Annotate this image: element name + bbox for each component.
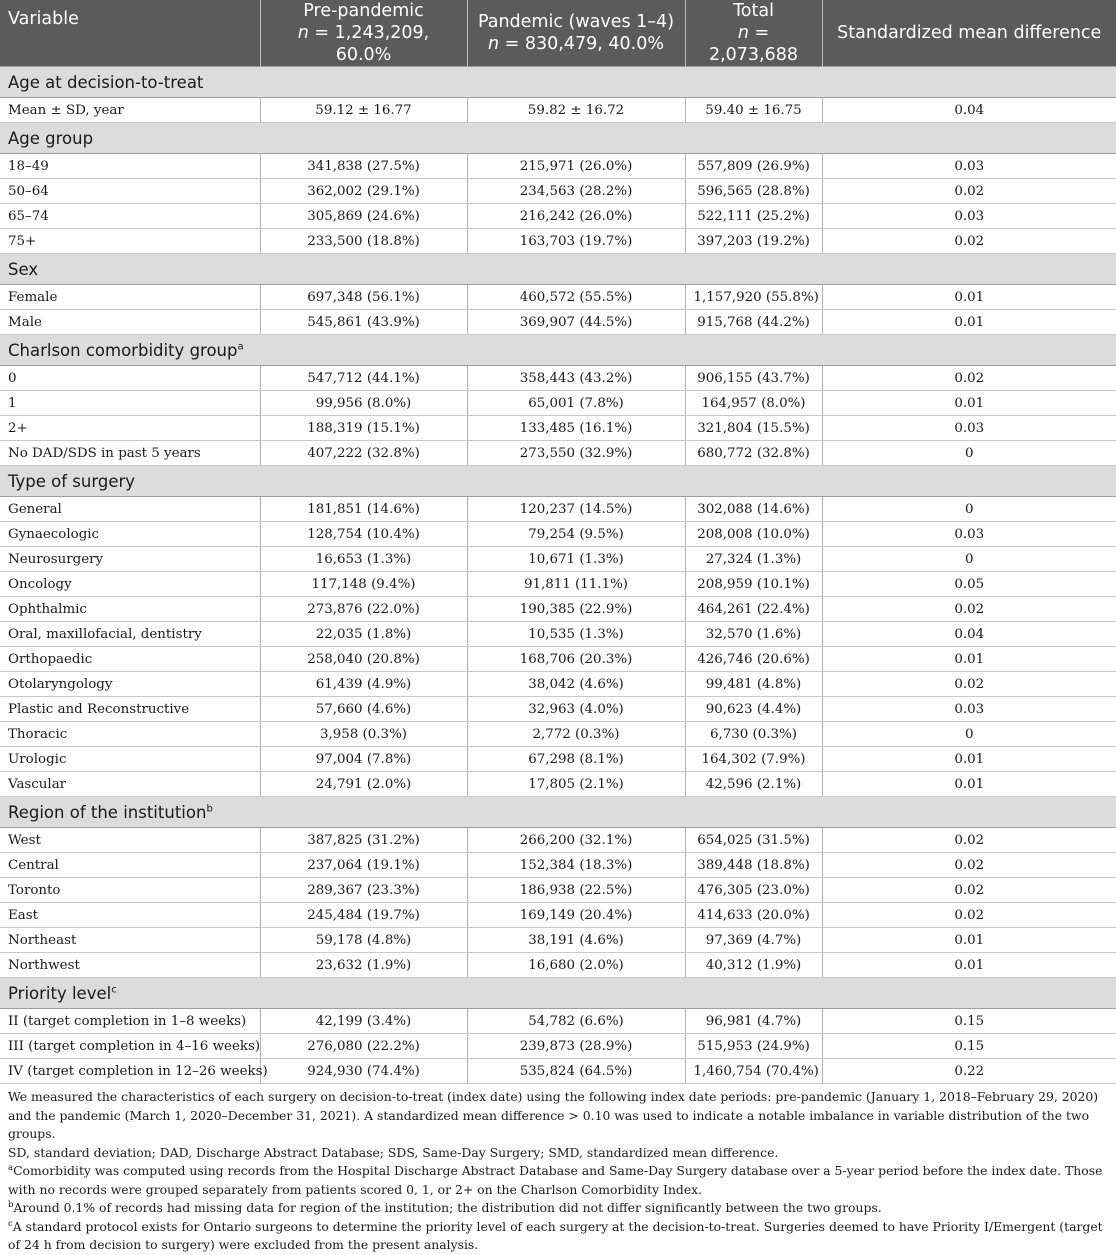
cell-pandemic: 10,671 (1.3%) <box>467 547 685 572</box>
header-pre-n: n = 1,243,209, 60.0% <box>297 23 430 65</box>
cell-pre-pandemic: 22,035 (1.8%) <box>260 622 467 647</box>
cell-pre-pandemic: 387,825 (31.2%) <box>260 828 467 853</box>
cell-total: 1,157,920 (55.8%) <box>685 285 822 310</box>
header-total-title: Total <box>733 1 774 21</box>
table-row <box>0 572 1116 597</box>
cell-smd: 0.02 <box>822 366 1116 391</box>
table-row <box>0 154 1116 179</box>
cell-pre-pandemic: 258,040 (20.8%) <box>260 647 467 672</box>
cell-variable: 1 <box>0 391 260 416</box>
cell-smd: 0.02 <box>822 853 1116 878</box>
cell-total: 302,088 (14.6%) <box>685 497 822 522</box>
section-title-text: Age group <box>8 128 94 148</box>
cell-variable: Orthopaedic <box>0 647 260 672</box>
section-title <box>0 466 1116 497</box>
cell-pandemic: 91,811 (11.1%) <box>467 572 685 597</box>
cell-pandemic: 67,298 (8.1%) <box>467 747 685 772</box>
cell-pre-pandemic: 128,754 (10.4%) <box>260 522 467 547</box>
table-row <box>0 828 1116 853</box>
section-footnote-mark: b <box>206 803 213 814</box>
cell-total: 426,746 (20.6%) <box>685 647 822 672</box>
table-row <box>0 878 1116 903</box>
cell-total: 40,312 (1.9%) <box>685 953 822 978</box>
cell-pandemic: 215,971 (26.0%) <box>467 154 685 179</box>
cell-pandemic: 369,907 (44.5%) <box>467 310 685 335</box>
cell-pandemic: 266,200 (32.1%) <box>467 828 685 853</box>
table-header <box>0 0 1116 67</box>
cell-total: 27,324 (1.3%) <box>685 547 822 572</box>
cell-pre-pandemic: 181,851 (14.6%) <box>260 497 467 522</box>
header-total-n: n = 2,073,688 <box>708 23 799 65</box>
cell-pandemic: 190,385 (22.9%) <box>467 597 685 622</box>
cell-pandemic: 54,782 (6.6%) <box>467 1009 685 1034</box>
section-title-text: Type of surgery <box>8 471 136 491</box>
section-title <box>0 123 1116 154</box>
table-row <box>0 953 1116 978</box>
cell-pandemic: 59.82 ± 16.72 <box>467 98 685 123</box>
cell-pandemic: 163,703 (19.7%) <box>467 229 685 254</box>
cell-smd: 0.02 <box>822 179 1116 204</box>
cell-pandemic: 120,237 (14.5%) <box>467 497 685 522</box>
cell-pandemic: 460,572 (55.5%) <box>467 285 685 310</box>
table-row <box>0 179 1116 204</box>
cell-variable: Urologic <box>0 747 260 772</box>
header-pre-pandemic <box>260 0 467 67</box>
cell-smd: 0.01 <box>822 953 1116 978</box>
table-row <box>0 310 1116 335</box>
cell-total: 680,772 (32.8%) <box>685 441 822 466</box>
section-title-text: Charlson comorbidity group <box>8 340 238 360</box>
cell-smd: 0.02 <box>822 229 1116 254</box>
note-main: We measured the characteristics of each surgery on decision-to-treat (index date) using the following index date periods: pre-pandemic (January 1, 2018–February 29, 2020) and the pandemic (March 1, 2020–December 31, 2021). A standardized mean difference > 0.10 was used to indicate a notable imbalance in variable distribution of the two groups. <box>8 1089 1099 1141</box>
section-header-row <box>0 67 1116 98</box>
table-row <box>0 672 1116 697</box>
cell-smd: 0 <box>822 497 1116 522</box>
cell-pandemic: 10,535 (1.3%) <box>467 622 685 647</box>
cell-pre-pandemic: 117,148 (9.4%) <box>260 572 467 597</box>
cell-total: 464,261 (22.4%) <box>685 597 822 622</box>
cell-total: 59.40 ± 16.75 <box>685 98 822 123</box>
cell-variable: 18–49 <box>0 154 260 179</box>
table-row <box>0 647 1116 672</box>
table-row <box>0 747 1116 772</box>
table-row <box>0 366 1116 391</box>
cell-pre-pandemic: 99,956 (8.0%) <box>260 391 467 416</box>
cell-pre-pandemic: 61,439 (4.9%) <box>260 672 467 697</box>
header-pre-title: Pre-pandemic <box>303 1 424 21</box>
cell-variable: Gynaecologic <box>0 522 260 547</box>
cell-pre-pandemic: 547,712 (44.1%) <box>260 366 467 391</box>
cell-smd: 0.03 <box>822 522 1116 547</box>
section-title <box>0 335 1116 366</box>
cell-variable: III (target completion in 4–16 weeks) <box>0 1034 260 1059</box>
cell-pre-pandemic: 341,838 (27.5%) <box>260 154 467 179</box>
cell-pandemic: 65,001 (7.8%) <box>467 391 685 416</box>
cell-total: 99,481 (4.8%) <box>685 672 822 697</box>
table-body <box>0 67 1116 1084</box>
footnote-c-mark: c <box>8 1218 13 1229</box>
section-footnote-mark: a <box>237 341 244 352</box>
cell-total: 6,730 (0.3%) <box>685 722 822 747</box>
cell-total: 915,768 (44.2%) <box>685 310 822 335</box>
header-total <box>685 0 822 67</box>
footnote-a-mark: a <box>8 1162 14 1173</box>
cell-smd: 0 <box>822 547 1116 572</box>
header-pan-n: n = 830,479, 40.0% <box>488 34 664 54</box>
header-pan-title: Pandemic (waves 1–4) <box>477 12 675 32</box>
cell-smd: 0.03 <box>822 697 1116 722</box>
section-header-row <box>0 254 1116 285</box>
table-row <box>0 597 1116 622</box>
cell-total: 389,448 (18.8%) <box>685 853 822 878</box>
cell-total: 1,460,754 (70.4%) <box>685 1059 822 1084</box>
cell-variable: Oncology <box>0 572 260 597</box>
cell-pandemic: 16,680 (2.0%) <box>467 953 685 978</box>
note-abbreviations: SD, standard deviation; DAD, Discharge Abstract Database; SDS, Same-Day Surgery; SMD, standardized mean difference. <box>8 1144 779 1160</box>
cell-pre-pandemic: 16,653 (1.3%) <box>260 547 467 572</box>
cell-variable: IV (target completion in 12–26 weeks) <box>0 1059 260 1084</box>
table-row <box>0 1009 1116 1034</box>
cell-variable: Otolaryngology <box>0 672 260 697</box>
cell-pre-pandemic: 407,222 (32.8%) <box>260 441 467 466</box>
section-header-row <box>0 335 1116 366</box>
cell-variable: II (target completion in 1–8 weeks) <box>0 1009 260 1034</box>
cell-variable: Northwest <box>0 953 260 978</box>
cell-smd: 0.03 <box>822 416 1116 441</box>
table-row <box>0 391 1116 416</box>
cell-variable: No DAD/SDS in past 5 years <box>0 441 260 466</box>
cell-variable: East <box>0 903 260 928</box>
table-row <box>0 853 1116 878</box>
cell-pre-pandemic: 24,791 (2.0%) <box>260 772 467 797</box>
table-row <box>0 772 1116 797</box>
cell-variable: 65–74 <box>0 204 260 229</box>
cell-total: 90,623 (4.4%) <box>685 697 822 722</box>
cell-smd: 0.01 <box>822 310 1116 335</box>
table-row <box>0 204 1116 229</box>
cell-pre-pandemic: 23,632 (1.9%) <box>260 953 467 978</box>
cell-variable: Toronto <box>0 878 260 903</box>
section-footnote-mark: c <box>111 984 117 995</box>
cell-pandemic: 79,254 (9.5%) <box>467 522 685 547</box>
cell-total: 97,369 (4.7%) <box>685 928 822 953</box>
table-row <box>0 522 1116 547</box>
footnote-c <box>8 1218 1114 1255</box>
cell-pandemic: 358,443 (43.2%) <box>467 366 685 391</box>
section-title <box>0 978 1116 1009</box>
cell-variable: Vascular <box>0 772 260 797</box>
cell-smd: 0.04 <box>822 98 1116 123</box>
cell-smd: 0.01 <box>822 928 1116 953</box>
cell-variable: Male <box>0 310 260 335</box>
cell-smd: 0.02 <box>822 903 1116 928</box>
cell-pre-pandemic: 97,004 (7.8%) <box>260 747 467 772</box>
cell-smd: 0.01 <box>822 285 1116 310</box>
table-row <box>0 497 1116 522</box>
section-header-row <box>0 797 1116 828</box>
cell-total: 515,953 (24.9%) <box>685 1034 822 1059</box>
cell-smd: 0.15 <box>822 1034 1116 1059</box>
cell-total: 164,302 (7.9%) <box>685 747 822 772</box>
cell-variable: West <box>0 828 260 853</box>
table-row <box>0 547 1116 572</box>
cell-smd: 0 <box>822 441 1116 466</box>
cell-variable: Ophthalmic <box>0 597 260 622</box>
cell-pandemic: 32,963 (4.0%) <box>467 697 685 722</box>
cell-pre-pandemic: 188,319 (15.1%) <box>260 416 467 441</box>
cell-variable: Northeast <box>0 928 260 953</box>
cell-total: 596,565 (28.8%) <box>685 179 822 204</box>
cell-pandemic: 152,384 (18.3%) <box>467 853 685 878</box>
cell-pandemic: 38,042 (4.6%) <box>467 672 685 697</box>
header-pandemic <box>467 0 685 67</box>
footnote-b <box>8 1199 1114 1218</box>
table-notes <box>0 1084 1116 1255</box>
cell-total: 522,111 (25.2%) <box>685 204 822 229</box>
cell-variable: Central <box>0 853 260 878</box>
cell-pre-pandemic: 545,861 (43.9%) <box>260 310 467 335</box>
header-smd: Standardized mean difference <box>822 0 1116 67</box>
cell-pre-pandemic: 237,064 (19.1%) <box>260 853 467 878</box>
cell-pandemic: 2,772 (0.3%) <box>467 722 685 747</box>
cell-variable: 75+ <box>0 229 260 254</box>
cell-pre-pandemic: 233,500 (18.8%) <box>260 229 467 254</box>
cell-total: 414,633 (20.0%) <box>685 903 822 928</box>
cell-variable: General <box>0 497 260 522</box>
cell-pre-pandemic: 59,178 (4.8%) <box>260 928 467 953</box>
footnote-b-text: Around 0.1% of records had missing data for region of the institution; the distribution did not differ significantly between the two groups. <box>13 1200 882 1215</box>
header-variable: Variable <box>0 0 260 67</box>
section-title-text: Region of the institution <box>8 802 207 822</box>
cell-pandemic: 38,191 (4.6%) <box>467 928 685 953</box>
cell-total: 321,804 (15.5%) <box>685 416 822 441</box>
cell-total: 164,957 (8.0%) <box>685 391 822 416</box>
section-title <box>0 67 1116 98</box>
cell-total: 654,025 (31.5%) <box>685 828 822 853</box>
cell-smd: 0.04 <box>822 622 1116 647</box>
section-header-row <box>0 978 1116 1009</box>
cell-variable: Neurosurgery <box>0 547 260 572</box>
cell-smd: 0.15 <box>822 1009 1116 1034</box>
cell-total: 397,203 (19.2%) <box>685 229 822 254</box>
cell-pre-pandemic: 362,002 (29.1%) <box>260 179 467 204</box>
cell-pre-pandemic: 59.12 ± 16.77 <box>260 98 467 123</box>
cell-variable: 50–64 <box>0 179 260 204</box>
cell-variable: Thoracic <box>0 722 260 747</box>
cell-smd: 0.02 <box>822 828 1116 853</box>
section-title-text: Age at decision-to-treat <box>8 72 204 92</box>
cell-variable: Oral, maxillofacial, dentistry <box>0 622 260 647</box>
table-row <box>0 622 1116 647</box>
cell-total: 96,981 (4.7%) <box>685 1009 822 1034</box>
table-row <box>0 697 1116 722</box>
cell-variable: Female <box>0 285 260 310</box>
footnote-a <box>8 1162 1114 1199</box>
cell-variable: Mean ± SD, year <box>0 98 260 123</box>
cell-smd: 0.01 <box>822 647 1116 672</box>
table-row <box>0 722 1116 747</box>
cell-total: 208,959 (10.1%) <box>685 572 822 597</box>
cell-pre-pandemic: 276,080 (22.2%) <box>260 1034 467 1059</box>
cell-pre-pandemic: 42,199 (3.4%) <box>260 1009 467 1034</box>
section-title-text: Priority level <box>8 983 112 1003</box>
cell-smd: 0.05 <box>822 572 1116 597</box>
cell-pre-pandemic: 245,484 (19.7%) <box>260 903 467 928</box>
cell-smd: 0.01 <box>822 391 1116 416</box>
cell-pandemic: 168,706 (20.3%) <box>467 647 685 672</box>
table-row <box>0 285 1116 310</box>
cell-pandemic: 535,824 (64.5%) <box>467 1059 685 1084</box>
cell-pandemic: 239,873 (28.9%) <box>467 1034 685 1059</box>
footnote-b-mark: b <box>8 1199 14 1210</box>
cell-pre-pandemic: 273,876 (22.0%) <box>260 597 467 622</box>
section-title-text: Sex <box>8 259 39 279</box>
table-row <box>0 416 1116 441</box>
footnote-a-text: Comorbidity was computed using records from the Hospital Discharge Abstract Database and Same-Day Surgery database over a 5-year period before the index date. Those with no records were grouped separately from patients scored 0, 1, or 2+ on the Charlson Comorbidity Index. <box>8 1163 1103 1197</box>
cell-pre-pandemic: 924,930 (74.4%) <box>260 1059 467 1084</box>
table-row <box>0 1034 1116 1059</box>
cell-pandemic: 216,242 (26.0%) <box>467 204 685 229</box>
cell-total: 557,809 (26.9%) <box>685 154 822 179</box>
cell-pandemic: 17,805 (2.1%) <box>467 772 685 797</box>
cell-smd: 0.03 <box>822 154 1116 179</box>
cell-smd: 0 <box>822 722 1116 747</box>
section-title <box>0 254 1116 285</box>
cell-total: 32,570 (1.6%) <box>685 622 822 647</box>
table-row <box>0 1059 1116 1084</box>
cell-total: 208,008 (10.0%) <box>685 522 822 547</box>
cell-smd: 0.02 <box>822 672 1116 697</box>
cell-pandemic: 169,149 (20.4%) <box>467 903 685 928</box>
cell-smd: 0.22 <box>822 1059 1116 1084</box>
cell-pandemic: 186,938 (22.5%) <box>467 878 685 903</box>
cell-smd: 0.02 <box>822 597 1116 622</box>
cell-pandemic: 273,550 (32.9%) <box>467 441 685 466</box>
cell-variable: Plastic and Reconstructive <box>0 697 260 722</box>
cell-total: 906,155 (43.7%) <box>685 366 822 391</box>
cell-pre-pandemic: 697,348 (56.1%) <box>260 285 467 310</box>
cell-pandemic: 234,563 (28.2%) <box>467 179 685 204</box>
cell-smd: 0.02 <box>822 878 1116 903</box>
table-row <box>0 98 1116 123</box>
footnote-c-text: A standard protocol exists for Ontario surgeons to determine the priority level of each surgery at the decision-to-treat. Surgeries deemed to have Priority I/Emergent (target of 24 h from decision to surgery) were excluded from the present analysis. <box>8 1218 1103 1252</box>
cell-smd: 0.03 <box>822 204 1116 229</box>
cell-pre-pandemic: 3,958 (0.3%) <box>260 722 467 747</box>
cell-total: 42,596 (2.1%) <box>685 772 822 797</box>
cell-total: 476,305 (23.0%) <box>685 878 822 903</box>
cell-smd: 0.01 <box>822 772 1116 797</box>
cell-pre-pandemic: 57,660 (4.6%) <box>260 697 467 722</box>
cell-pre-pandemic: 305,869 (24.6%) <box>260 204 467 229</box>
section-header-row <box>0 123 1116 154</box>
cell-smd: 0.01 <box>822 747 1116 772</box>
table-row <box>0 229 1116 254</box>
cell-variable: 2+ <box>0 416 260 441</box>
table-row <box>0 928 1116 953</box>
table-row <box>0 903 1116 928</box>
table-row <box>0 441 1116 466</box>
cell-variable: 0 <box>0 366 260 391</box>
section-title <box>0 797 1116 828</box>
cell-pre-pandemic: 289,367 (23.3%) <box>260 878 467 903</box>
section-header-row <box>0 466 1116 497</box>
cell-pandemic: 133,485 (16.1%) <box>467 416 685 441</box>
